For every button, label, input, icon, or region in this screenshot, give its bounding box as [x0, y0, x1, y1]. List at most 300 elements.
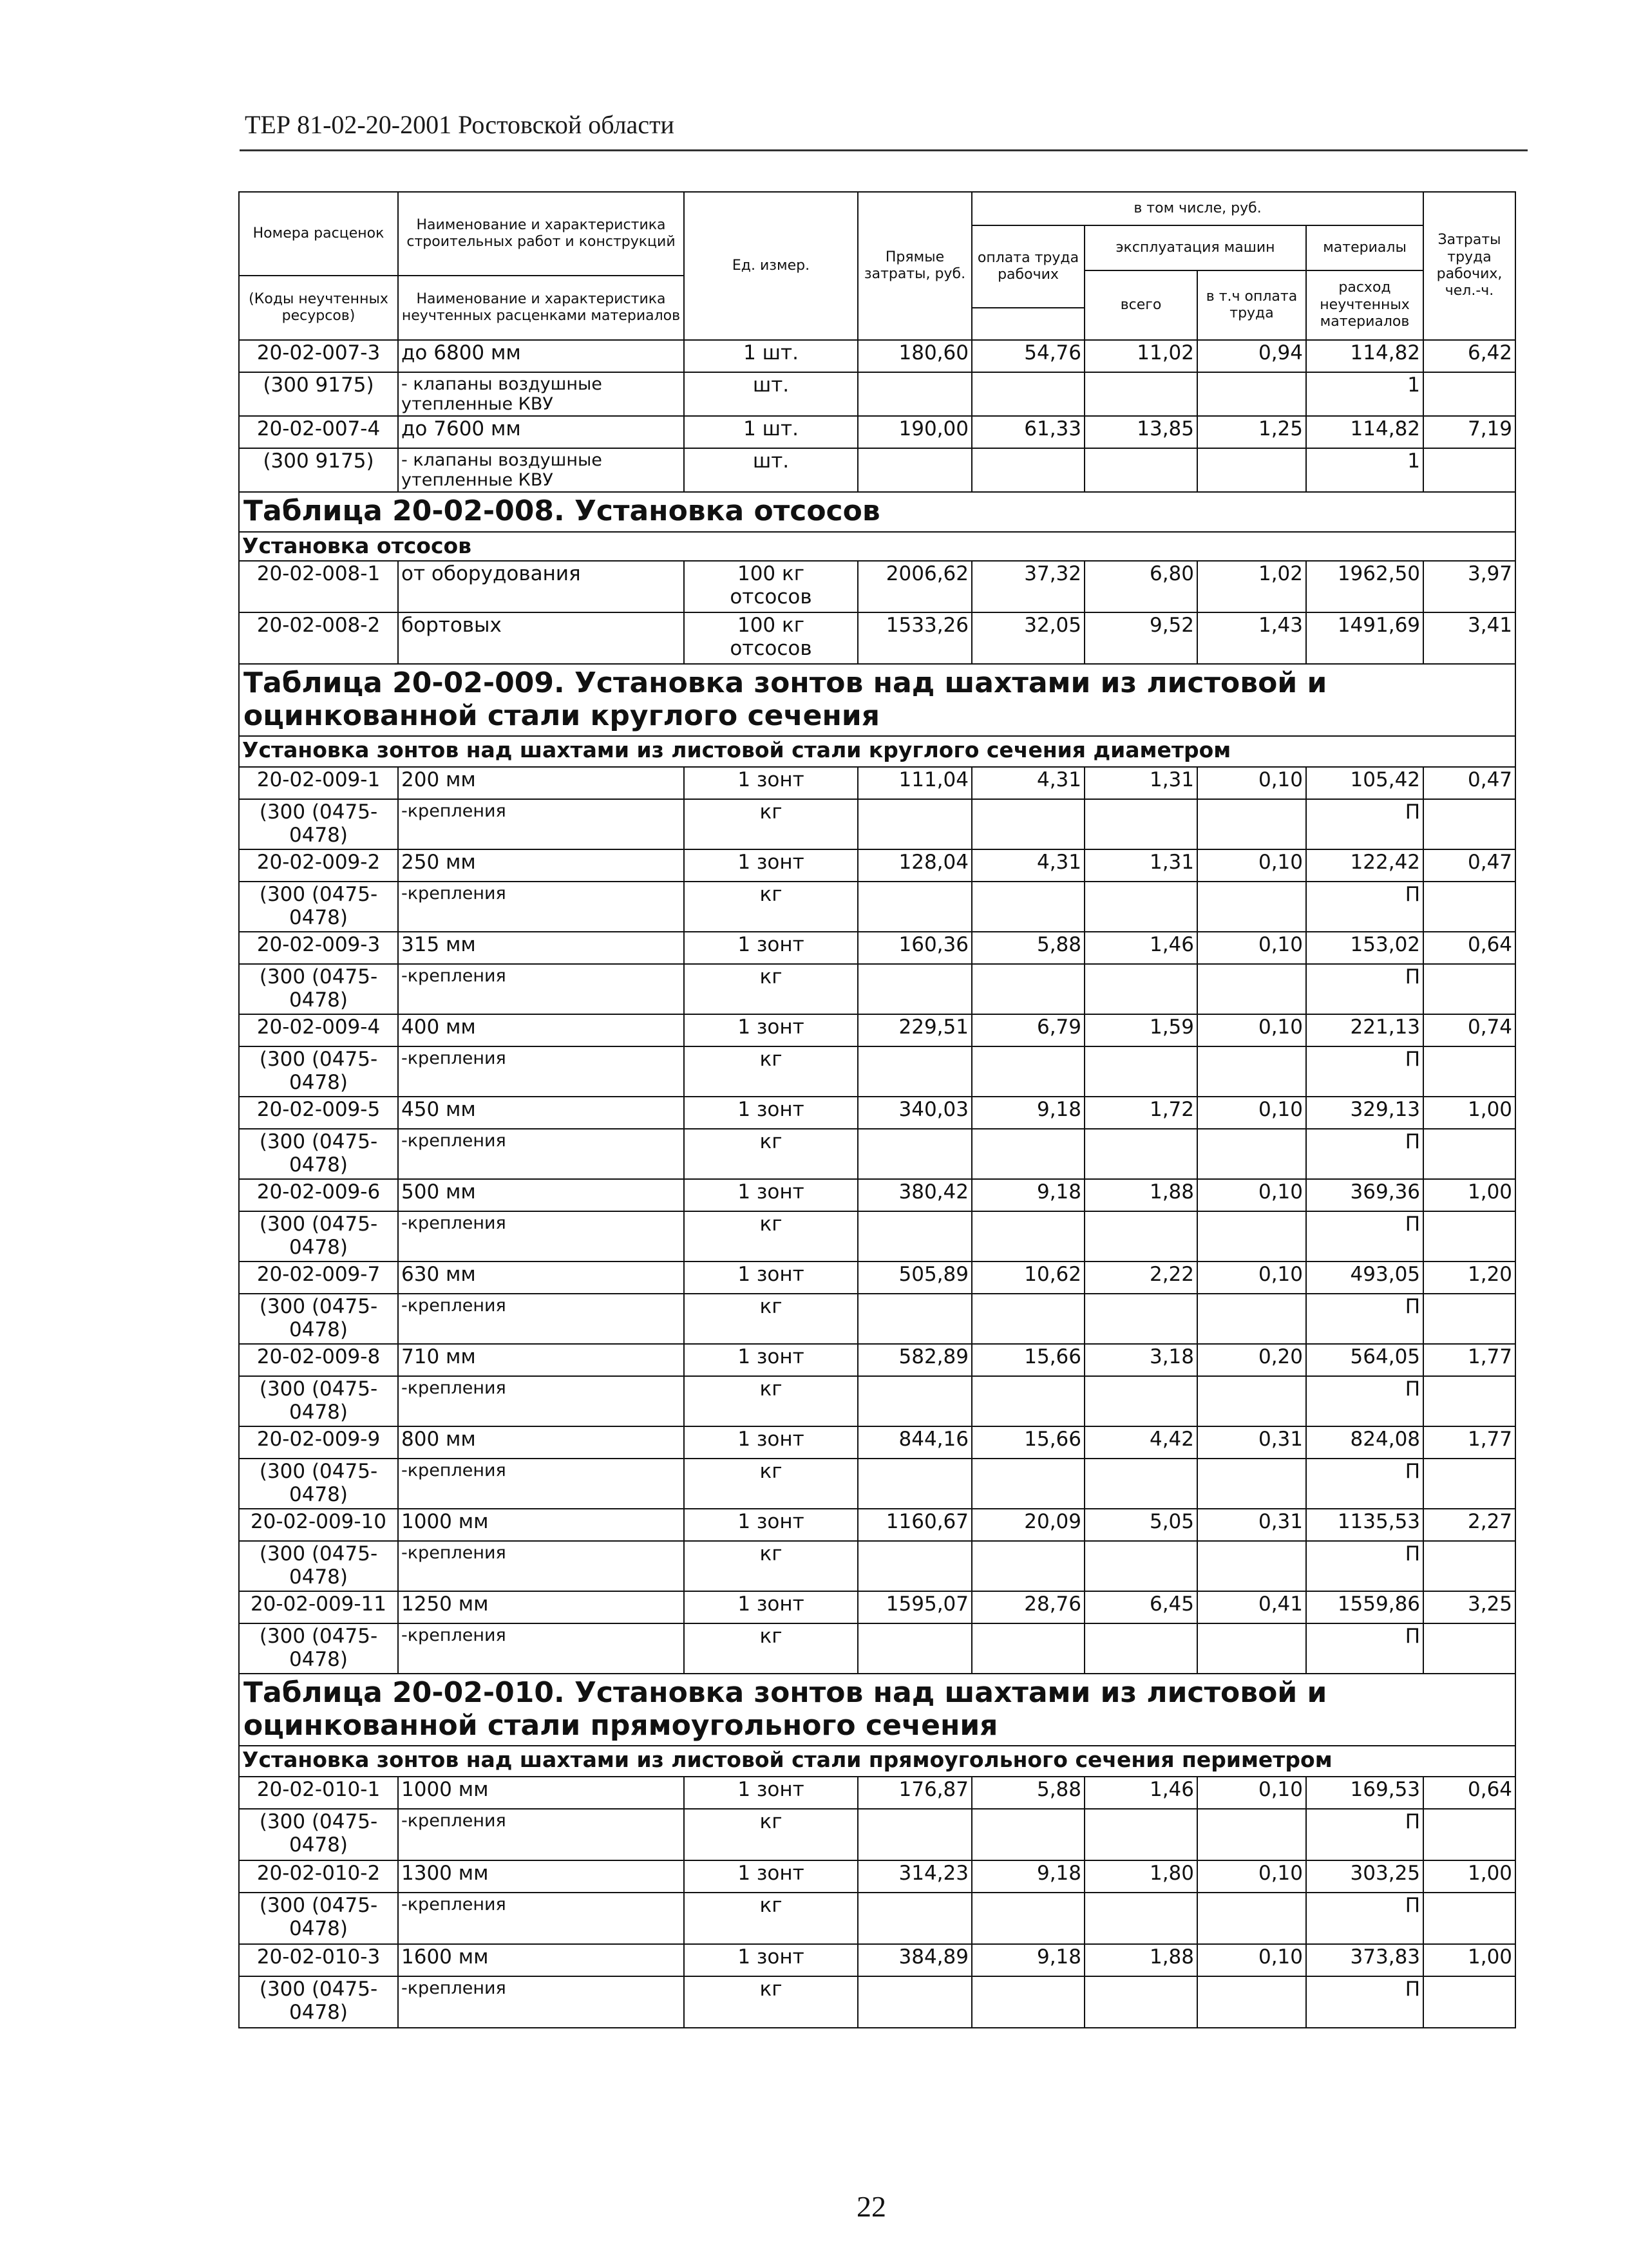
unit: 1 шт. — [684, 416, 858, 448]
material-unit: шт. — [684, 448, 858, 492]
unit: 1 зонт — [684, 1014, 858, 1046]
empty-cell — [858, 1046, 972, 1097]
rate-code: 20-02-009-1 — [239, 767, 398, 799]
unit: 1 зонт — [684, 932, 858, 964]
resource-code-line1: (300 (0475- — [259, 1460, 378, 1484]
col-incl-header: в том числе, руб. — [972, 192, 1423, 225]
resource-code: (300 9175) — [263, 449, 374, 473]
work-name: 500 мм — [398, 1179, 684, 1211]
labor-hours: 0,64 — [1423, 1777, 1515, 1809]
page-number: 22 — [857, 2190, 886, 2223]
resource-code-line2: 0478) — [289, 1153, 348, 1177]
resource-code-line2: 0478) — [289, 1070, 348, 1094]
labor-pay: 37,32 — [972, 561, 1085, 612]
empty-cell — [972, 1623, 1085, 1674]
labor-pay: 5,88 — [972, 932, 1085, 964]
labor-hours: 7,19 — [1423, 416, 1515, 448]
machines-labor: 0,10 — [1197, 849, 1306, 882]
material-quantity: П — [1306, 1623, 1423, 1674]
materials-cost: 369,36 — [1306, 1179, 1423, 1211]
resource-code-line1: (300 (0475- — [259, 1048, 378, 1072]
unaccounted-material: -крепления — [398, 964, 684, 1014]
labor-pay: 54,76 — [972, 340, 1085, 372]
table-title: Таблица 20-02-009. Установка зонтов над шахтами из листовой и оцинкованной стали круглого сечения — [239, 664, 1515, 736]
unaccounted-material: -крепления — [398, 1623, 684, 1674]
unit: 1 зонт — [684, 1097, 858, 1129]
empty-cell — [1085, 1294, 1197, 1344]
material-unit: кг — [684, 1893, 858, 1944]
unit: 1 зонт — [684, 1777, 858, 1809]
empty-cell — [972, 1541, 1085, 1591]
materials-cost: 1962,50 — [1306, 561, 1423, 612]
resource-code-cell — [239, 1809, 398, 1860]
empty-cell — [1085, 1541, 1197, 1591]
resource-code-cell — [239, 1294, 398, 1344]
materials-cost: 114,82 — [1306, 416, 1423, 448]
materials-cost: 824,08 — [1306, 1426, 1423, 1459]
empty-cell — [972, 1809, 1085, 1860]
resource-code-cell — [239, 1129, 398, 1179]
resource-code-line1: (300 (0475- — [259, 1295, 378, 1319]
rate-code: 20-02-010-1 — [239, 1777, 398, 1809]
rate-code: 20-02-009-5 — [239, 1097, 398, 1129]
empty-cell — [1085, 1129, 1197, 1179]
material-quantity: П — [1306, 882, 1423, 932]
col-labor-pay-header: оплата труда рабочих — [972, 225, 1085, 308]
machines-labor: 0,10 — [1197, 767, 1306, 799]
labor-pay: 32,05 — [972, 612, 1085, 664]
labor-hours: 1,77 — [1423, 1426, 1515, 1459]
table-subtitle: Установка зонтов над шахтами из листовой стали прямоугольного сечения периметром — [239, 1746, 1515, 1777]
resource-code-line2: 0478) — [289, 1647, 348, 1671]
unaccounted-material: -крепления — [398, 1376, 684, 1426]
direct-costs: 844,16 — [858, 1426, 972, 1459]
labor-pay: 9,18 — [972, 1860, 1085, 1893]
direct-costs: 380,42 — [858, 1179, 972, 1211]
empty-cell — [1197, 1376, 1306, 1426]
empty-cell — [858, 1893, 972, 1944]
material-quantity: П — [1306, 1211, 1423, 1262]
machines-total: 6,80 — [1085, 561, 1197, 612]
rate-code: 20-02-009-4 — [239, 1014, 398, 1046]
direct-costs: 1160,67 — [858, 1509, 972, 1541]
unit-cell — [684, 561, 858, 612]
resource-code-cell — [239, 1376, 398, 1426]
direct-costs: 180,60 — [858, 340, 972, 372]
empty-cell — [858, 1376, 972, 1426]
resource-code-line2: 0478) — [289, 1482, 348, 1506]
material-unit: кг — [684, 1294, 858, 1344]
material-unit: кг — [684, 1211, 858, 1262]
materials-cost: 329,13 — [1306, 1097, 1423, 1129]
resource-code-cell — [239, 448, 398, 492]
table-subtitle: Установка зонтов над шахтами из листовой стали круглого сечения диаметром — [239, 736, 1515, 767]
empty-cell — [1085, 1893, 1197, 1944]
empty-cell — [1423, 372, 1515, 416]
empty-cell — [858, 1623, 972, 1674]
empty-cell — [972, 799, 1085, 849]
unit: 1 зонт — [684, 1426, 858, 1459]
col-unit-header: Ед. измер. — [684, 192, 858, 340]
material-quantity: П — [1306, 1459, 1423, 1509]
rate-code: 20-02-009-2 — [239, 849, 398, 882]
empty-cell — [972, 1294, 1085, 1344]
labor-pay: 10,62 — [972, 1262, 1085, 1294]
empty-cell — [1085, 1809, 1197, 1860]
materials-cost: 373,83 — [1306, 1944, 1423, 1976]
machines-total: 1,88 — [1085, 1944, 1197, 1976]
material-unit: кг — [684, 964, 858, 1014]
empty-cell — [1085, 799, 1197, 849]
material-quantity: П — [1306, 1129, 1423, 1179]
resource-code-line2: 0478) — [289, 823, 348, 847]
labor-pay: 20,09 — [972, 1509, 1085, 1541]
machines-labor: 0,10 — [1197, 1262, 1306, 1294]
empty-cell — [972, 964, 1085, 1014]
machines-total: 4,42 — [1085, 1426, 1197, 1459]
materials-cost: 122,42 — [1306, 849, 1423, 882]
rates-table — [238, 191, 1516, 2028]
resource-code-cell — [239, 799, 398, 849]
material-quantity: П — [1306, 799, 1423, 849]
unit: 1 зонт — [684, 1944, 858, 1976]
empty-cell — [972, 1976, 1085, 2028]
unaccounted-material: -крепления — [398, 1459, 684, 1509]
machines-total: 1,72 — [1085, 1097, 1197, 1129]
machines-labor: 0,10 — [1197, 932, 1306, 964]
empty-cell — [1197, 1046, 1306, 1097]
labor-pay: 15,66 — [972, 1344, 1085, 1376]
empty-cell — [858, 1294, 972, 1344]
material-unit: кг — [684, 1623, 858, 1674]
material-quantity: П — [1306, 964, 1423, 1014]
material-quantity: П — [1306, 1976, 1423, 2028]
empty-cell — [1085, 964, 1197, 1014]
direct-costs: 314,23 — [858, 1860, 972, 1893]
rate-code: 20-02-008-2 — [239, 612, 398, 664]
materials-cost: 303,25 — [1306, 1860, 1423, 1893]
labor-hours: 1,00 — [1423, 1860, 1515, 1893]
machines-total: 1,46 — [1085, 932, 1197, 964]
unaccounted-material: -крепления — [398, 799, 684, 849]
work-name: 250 мм — [398, 849, 684, 882]
direct-costs: 128,04 — [858, 849, 972, 882]
unit: 1 зонт — [684, 849, 858, 882]
machines-labor: 0,31 — [1197, 1426, 1306, 1459]
direct-costs: 176,87 — [858, 1777, 972, 1809]
work-name: 1300 мм — [398, 1860, 684, 1893]
empty-cell — [858, 1809, 972, 1860]
material-quantity: П — [1306, 1376, 1423, 1426]
labor-hours: 0,47 — [1423, 767, 1515, 799]
empty-cell — [972, 1211, 1085, 1262]
resource-code-cell — [239, 1211, 398, 1262]
resource-code-cell — [239, 1541, 398, 1591]
table-title: Таблица 20-02-008. Установка отсосов — [239, 492, 1515, 532]
empty-cell — [1085, 1976, 1197, 2028]
empty-cell — [1197, 372, 1306, 416]
work-name: от оборудования — [398, 561, 684, 612]
col-resource-header: (Коды неучтенных ресурсов) — [239, 276, 398, 340]
materials-cost: 105,42 — [1306, 767, 1423, 799]
machines-total: 1,59 — [1085, 1014, 1197, 1046]
direct-costs: 1533,26 — [858, 612, 972, 664]
materials-cost: 564,05 — [1306, 1344, 1423, 1376]
rate-code: 20-02-007-4 — [239, 416, 398, 448]
empty-cell — [1197, 1211, 1306, 1262]
resource-code-line1: (300 (0475- — [259, 1810, 378, 1834]
empty-cell — [858, 882, 972, 932]
col-material-header: Наименование и характеристика неучтенных расценками материалов — [398, 276, 684, 340]
unit: 100 кг — [737, 562, 805, 586]
labor-hours: 1,77 — [1423, 1344, 1515, 1376]
empty-cell — [1423, 1046, 1515, 1097]
work-name: 450 мм — [398, 1097, 684, 1129]
rate-code: 20-02-009-8 — [239, 1344, 398, 1376]
machines-total: 1,88 — [1085, 1179, 1197, 1211]
machines-total: 1,31 — [1085, 849, 1197, 882]
machines-total: 1,46 — [1085, 1777, 1197, 1809]
empty-cell — [1197, 1976, 1306, 2028]
labor-pay: 9,18 — [972, 1944, 1085, 1976]
machines-labor: 0,10 — [1197, 1944, 1306, 1976]
machines-labor: 1,25 — [1197, 416, 1306, 448]
machines-labor: 1,43 — [1197, 612, 1306, 664]
machines-total: 9,52 — [1085, 612, 1197, 664]
machines-labor: 0,10 — [1197, 1097, 1306, 1129]
material-quantity: П — [1306, 1809, 1423, 1860]
resource-code-line1: (300 (0475- — [259, 1625, 378, 1649]
labor-pay: 5,88 — [972, 1777, 1085, 1809]
labor-pay: 9,18 — [972, 1179, 1085, 1211]
unit: 1 зонт — [684, 1860, 858, 1893]
empty-cell — [1197, 1459, 1306, 1509]
labor-pay: 4,31 — [972, 849, 1085, 882]
unit-suffix: отсосов — [730, 585, 812, 609]
machines-labor: 0,10 — [1197, 1860, 1306, 1893]
materials-cost: 169,53 — [1306, 1777, 1423, 1809]
empty-cell — [1423, 964, 1515, 1014]
unaccounted-material: -крепления — [398, 1976, 684, 2028]
resource-code-line2: 0478) — [289, 1400, 348, 1424]
col-machines-total-header: всего — [1085, 270, 1197, 340]
unit: 1 шт. — [684, 340, 858, 372]
unit: 1 зонт — [684, 1179, 858, 1211]
resource-code-line1: (300 (0475- — [259, 800, 378, 824]
empty-cell — [972, 1129, 1085, 1179]
machines-total: 2,22 — [1085, 1262, 1197, 1294]
empty-cell — [1197, 1893, 1306, 1944]
empty-cell — [858, 1211, 972, 1262]
resource-code-line2: 0478) — [289, 1235, 348, 1259]
material-unit: кг — [684, 1976, 858, 2028]
material-quantity: П — [1306, 1893, 1423, 1944]
materials-cost: 114,82 — [1306, 340, 1423, 372]
rate-code: 20-02-009-9 — [239, 1426, 398, 1459]
empty-cell — [858, 372, 972, 416]
materials-cost: 1135,53 — [1306, 1509, 1423, 1541]
empty-cell — [1423, 1211, 1515, 1262]
work-name: 200 мм — [398, 767, 684, 799]
col-direct-header: Прямые затраты, руб. — [858, 192, 972, 340]
work-name: 315 мм — [398, 932, 684, 964]
unit-cell — [684, 612, 858, 664]
materials-cost: 153,02 — [1306, 932, 1423, 964]
labor-hours: 3,41 — [1423, 612, 1515, 664]
rate-code: 20-02-009-3 — [239, 932, 398, 964]
unaccounted-material: -крепления — [398, 1129, 684, 1179]
unit: 1 зонт — [684, 1591, 858, 1623]
direct-costs: 160,36 — [858, 932, 972, 964]
empty-cell — [1197, 448, 1306, 492]
unit: 1 зонт — [684, 1262, 858, 1294]
col-name-header: Наименование и характеристика строительных работ и конструкций — [398, 192, 684, 276]
empty-cell — [1197, 964, 1306, 1014]
work-name: 1250 мм — [398, 1591, 684, 1623]
direct-costs: 1595,07 — [858, 1591, 972, 1623]
work-name: бортовых — [398, 612, 684, 664]
labor-pay: 4,31 — [972, 767, 1085, 799]
labor-hours: 2,27 — [1423, 1509, 1515, 1541]
materials-cost: 1491,69 — [1306, 612, 1423, 664]
resource-code-line1: (300 (0475- — [259, 1130, 378, 1154]
empty-cell — [972, 1459, 1085, 1509]
labor-pay: 9,18 — [972, 1097, 1085, 1129]
work-name: 630 мм — [398, 1262, 684, 1294]
empty-cell — [858, 448, 972, 492]
machines-labor: 1,02 — [1197, 561, 1306, 612]
rate-code: 20-02-009-10 — [239, 1509, 398, 1541]
labor-hours: 0,64 — [1423, 932, 1515, 964]
resource-code-cell — [239, 1893, 398, 1944]
unit-suffix: отсосов — [730, 636, 812, 660]
col-machines-labor-header: в т.ч оплата труда — [1197, 270, 1306, 340]
unaccounted-material: -крепления — [398, 1541, 684, 1591]
machines-labor: 0,31 — [1197, 1509, 1306, 1541]
material-unit: кг — [684, 1809, 858, 1860]
empty-cell — [972, 1893, 1085, 1944]
rate-code: 20-02-009-11 — [239, 1591, 398, 1623]
empty-cell — [1423, 1376, 1515, 1426]
empty-cell — [1197, 1541, 1306, 1591]
empty-cell — [1423, 1541, 1515, 1591]
resource-code-cell — [239, 1623, 398, 1674]
unaccounted-material: - клапаны воздушные утепленные КВУ — [398, 448, 684, 492]
machines-labor: 0,10 — [1197, 1179, 1306, 1211]
work-name: 1600 мм — [398, 1944, 684, 1976]
empty-cell — [858, 1459, 972, 1509]
machines-total: 6,45 — [1085, 1591, 1197, 1623]
empty-cell — [1197, 1294, 1306, 1344]
direct-costs: 384,89 — [858, 1944, 972, 1976]
direct-costs: 340,03 — [858, 1097, 972, 1129]
machines-total: 5,05 — [1085, 1509, 1197, 1541]
resource-code-cell — [239, 1976, 398, 2028]
resource-code-cell — [239, 1046, 398, 1097]
machines-total: 1,80 — [1085, 1860, 1197, 1893]
empty-cell — [858, 1976, 972, 2028]
empty-cell — [1085, 1623, 1197, 1674]
machines-labor: 0,10 — [1197, 1777, 1306, 1809]
direct-costs: 582,89 — [858, 1344, 972, 1376]
empty-cell — [858, 964, 972, 1014]
empty-cell — [1423, 799, 1515, 849]
resource-code-cell — [239, 964, 398, 1014]
labor-hours: 3,97 — [1423, 561, 1515, 612]
machines-labor: 0,41 — [1197, 1591, 1306, 1623]
empty-cell — [1197, 799, 1306, 849]
empty-cell — [1197, 882, 1306, 932]
col-materials-header: материалы — [1306, 225, 1423, 270]
labor-hours: 0,74 — [1423, 1014, 1515, 1046]
empty-cell — [1423, 1893, 1515, 1944]
empty-cell — [972, 448, 1085, 492]
empty-cell — [1423, 1129, 1515, 1179]
work-name: 710 мм — [398, 1344, 684, 1376]
unaccounted-material: -крепления — [398, 1809, 684, 1860]
resource-code-line1: (300 (0475- — [259, 1542, 378, 1566]
empty-cell — [1423, 882, 1515, 932]
labor-hours: 1,00 — [1423, 1944, 1515, 1976]
empty-cell — [1423, 1809, 1515, 1860]
direct-costs: 505,89 — [858, 1262, 972, 1294]
unaccounted-material: -крепления — [398, 1893, 684, 1944]
materials-cost: 493,05 — [1306, 1262, 1423, 1294]
resource-code-line2: 0478) — [289, 905, 348, 929]
empty-cell — [1423, 448, 1515, 492]
labor-pay: 6,79 — [972, 1014, 1085, 1046]
empty-cell — [1085, 1376, 1197, 1426]
resource-code-line2: 0478) — [289, 1318, 348, 1341]
empty-cell — [1085, 1046, 1197, 1097]
empty-cell — [1085, 882, 1197, 932]
resource-code-line1: (300 (0475- — [259, 1377, 378, 1401]
rate-code: 20-02-007-3 — [239, 340, 398, 372]
work-name: 800 мм — [398, 1426, 684, 1459]
empty-cell — [1197, 1129, 1306, 1179]
labor-hours: 1,00 — [1423, 1179, 1515, 1211]
resource-code-line2: 0478) — [289, 1833, 348, 1857]
work-name: 400 мм — [398, 1014, 684, 1046]
empty-cell — [858, 1129, 972, 1179]
rate-code: 20-02-010-3 — [239, 1944, 398, 1976]
resource-code-line1: (300 (0475- — [259, 1213, 378, 1236]
resource-code-cell — [239, 372, 398, 416]
labor-hours: 1,20 — [1423, 1262, 1515, 1294]
material-quantity: П — [1306, 1046, 1423, 1097]
empty-cell — [1423, 1459, 1515, 1509]
unaccounted-material: -крепления — [398, 1211, 684, 1262]
material-quantity: 1 — [1306, 372, 1423, 416]
work-name: до 6800 мм — [398, 340, 684, 372]
labor-hours: 1,00 — [1423, 1097, 1515, 1129]
unaccounted-material: -крепления — [398, 1294, 684, 1344]
labor-hours: 0,47 — [1423, 849, 1515, 882]
machines-total: 13,85 — [1085, 416, 1197, 448]
col-code-header: Номера расценок — [239, 192, 398, 276]
direct-costs: 111,04 — [858, 767, 972, 799]
material-quantity: 1 — [1306, 448, 1423, 492]
rate-code: 20-02-009-6 — [239, 1179, 398, 1211]
direct-costs: 229,51 — [858, 1014, 972, 1046]
empty-cell — [1085, 372, 1197, 416]
empty-cell — [1423, 1623, 1515, 1674]
material-quantity: П — [1306, 1541, 1423, 1591]
unit: 1 зонт — [684, 1344, 858, 1376]
material-unit: шт. — [684, 372, 858, 416]
labor-hours: 3,25 — [1423, 1591, 1515, 1623]
table-title: Таблица 20-02-010. Установка зонтов над шахтами из листовой и оцинкованной стали прямоугольного сечения — [239, 1674, 1515, 1746]
